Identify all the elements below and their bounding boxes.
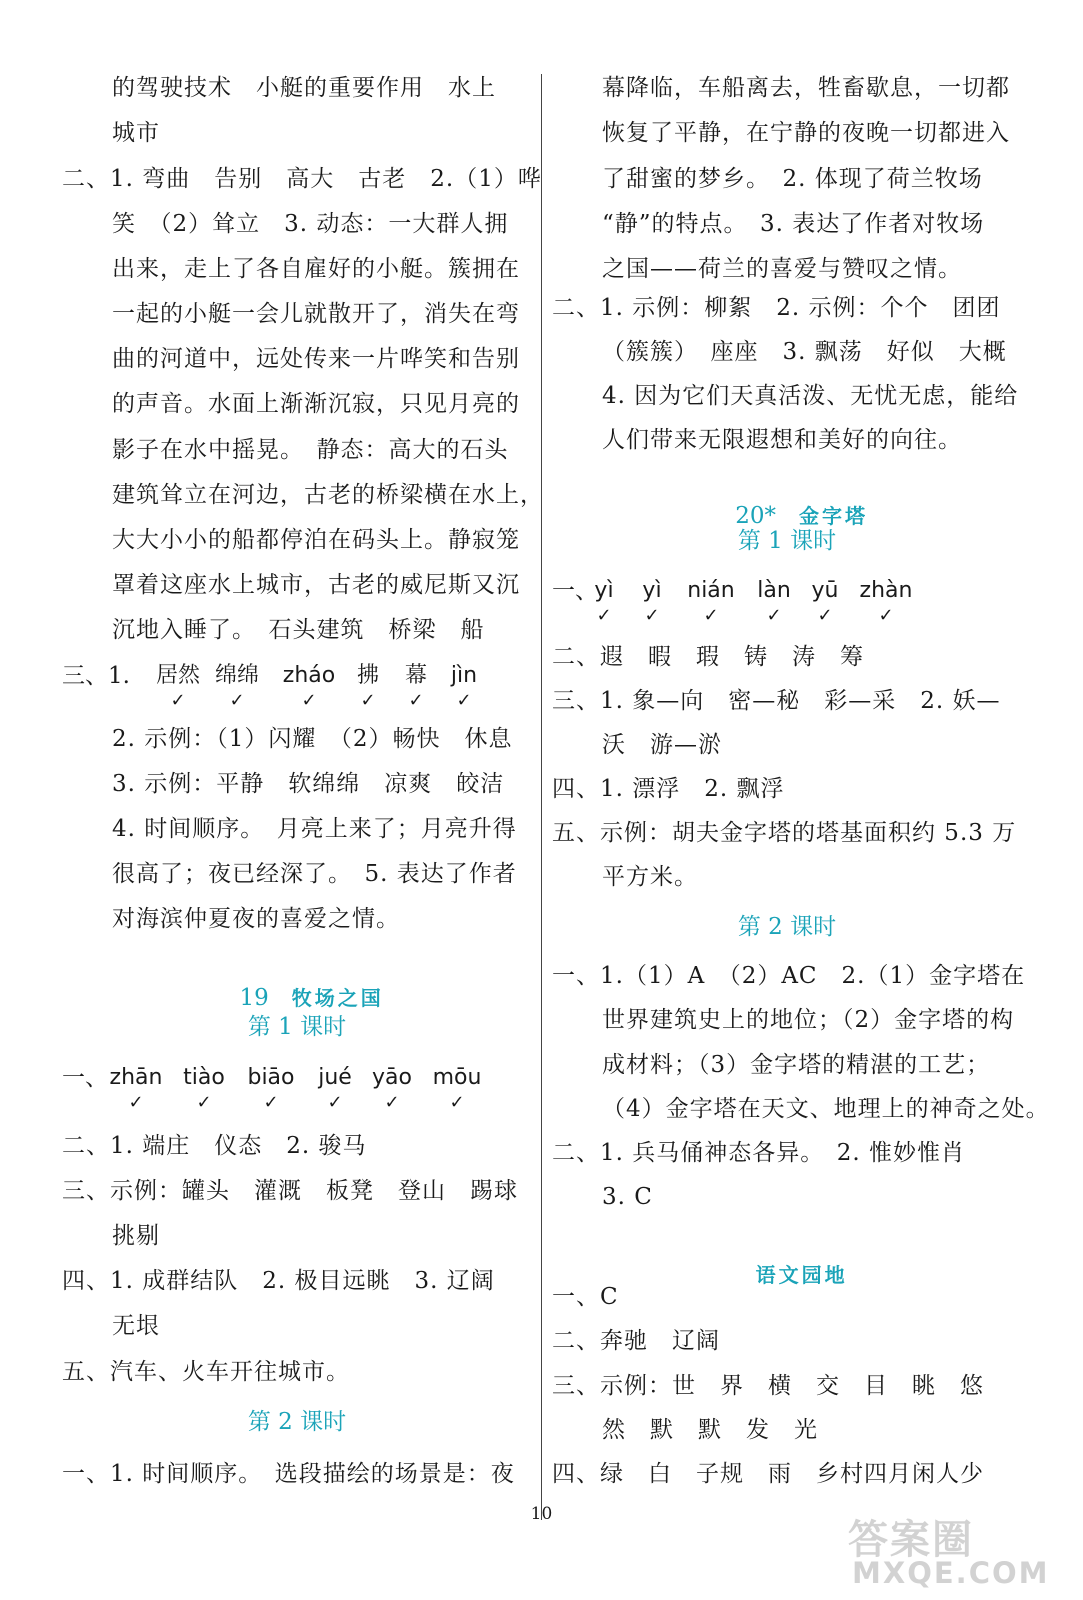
text-line: 的声音。水面上渐渐沉寂，只见月亮的 [112, 391, 520, 417]
text-line: 平方米。 [602, 864, 698, 890]
page-number: 10 [530, 1504, 553, 1524]
answer-item: zhān [109, 1065, 163, 1090]
text-line: 挑剔 [112, 1223, 160, 1249]
answer-item: 绵绵 [214, 663, 259, 688]
answer-item: tiào [183, 1065, 225, 1090]
text-line: 罩着这座水上城市，古老的威尼斯又沉 [112, 572, 520, 598]
check-mark-icon: ✓ [360, 690, 376, 711]
watermark-text: 答案圈 [848, 1517, 974, 1563]
text-line: 影子在水中摇晃。 静态：高大的石头 [112, 437, 509, 463]
answer-item: zhàn [859, 578, 913, 603]
answer-item: yū [811, 578, 839, 603]
text-line: 建筑耸立在河边，古老的桥梁横在水上， [112, 482, 544, 508]
answer-item: yì [642, 578, 662, 603]
text-line: 三、示例：罐头 灌溉 板凳 登山 踢球 [62, 1178, 518, 1204]
text-line: 4. 因为它们天真活泼、无忧无虑，能给 [602, 383, 1019, 409]
question-number: 一、 [552, 578, 598, 604]
check-mark-icon: ✓ [263, 1092, 279, 1113]
check-mark-icon: ✓ [703, 605, 719, 626]
check-mark-icon: ✓ [229, 690, 245, 711]
text-line: 四、1. 成群结队 2. 极目远眺 3. 辽阔 [62, 1268, 495, 1294]
text-line: 3. C [602, 1184, 653, 1210]
period-heading: 第 2 课时 [247, 1409, 347, 1435]
section-title: 语文园地 [755, 1263, 848, 1287]
text-line: 三、示例：世 界 横 交 目 眺 悠 [552, 1373, 984, 1399]
text-line: 了甜蜜的梦乡。 2. 体现了荷兰牧场 [602, 166, 983, 192]
question-number: 三、1. [62, 663, 130, 689]
check-mark-icon: ✓ [449, 1092, 465, 1113]
answer-item: jué [318, 1065, 352, 1090]
answer-item: 幕 [404, 663, 427, 688]
text-line: 二、1. 弯曲 告别 高大 古老 2.（1）哗 [62, 166, 542, 192]
text-line: 一、1.（1）A （2）AC 2.（1）金字塔在 [552, 963, 1026, 989]
text-line: 大大小小的船都停泊在码头上。静寂笼 [112, 527, 520, 553]
answer-item: nián [687, 578, 735, 603]
text-line: 4. 时间顺序。 月亮上来了；月亮升得 [112, 816, 517, 842]
check-mark-icon: ✓ [327, 1092, 343, 1113]
answer-item: biāo [247, 1065, 295, 1090]
text-line: “静”的特点。 3. 表达了作者对牧场 [602, 211, 985, 237]
text-line: 曲的河道中，远处传来一片哗笑和告别 [112, 346, 520, 372]
text-line: 二、1. 示例：柳絮 2. 示例：个个 团团 [552, 295, 1001, 321]
period-heading: 第 2 课时 [737, 914, 837, 940]
check-mark-icon: ✓ [384, 1092, 400, 1113]
check-mark-icon: ✓ [878, 605, 894, 626]
text-line: 幕降临，车船离去，牲畜歇息，一切都 [602, 75, 1010, 101]
text-line: 成材料；（3）金字塔的精湛的工艺； [602, 1052, 991, 1078]
pinyin-check-row [62, 1064, 532, 1114]
watermark-url: MXQE.COM [852, 1556, 1050, 1590]
lesson-number: 20* [735, 503, 777, 529]
text-line: 一、1. 时间顺序。 选段描绘的场景是：夜 [62, 1461, 515, 1487]
text-line: 四、绿 白 子规 雨 乡村四月闲人少 [552, 1461, 984, 1487]
check-mark-icon: ✓ [170, 690, 186, 711]
text-line: 四、1. 漂浮 2. 飘浮 [552, 776, 785, 802]
text-line: 无垠 [112, 1313, 160, 1339]
check-mark-icon: ✓ [128, 1092, 144, 1113]
text-line: 出来，走上了各自雇好的小艇。簇拥在 [112, 256, 520, 282]
text-line: 的驾驶技术 小艇的重要作用 水上 [112, 75, 496, 101]
answer-item: 拂 [356, 663, 379, 688]
answer-item: jìn [450, 663, 478, 688]
text-line: 对海滨仲夏夜的喜爱之情。 [112, 906, 400, 932]
text-line: 二、1. 兵马俑神态各异。 2. 惟妙惟肖 [552, 1140, 966, 1166]
text-line: 沉地入睡了。 石头建筑 桥梁 船 [112, 617, 485, 643]
text-line: 五、汽车、火车开往城市。 [62, 1359, 350, 1385]
lesson-number: 19 [239, 985, 269, 1011]
answer-item: yì [594, 578, 614, 603]
text-line: 2. 示例：（1）闪耀 （2）畅快 休息 [112, 726, 513, 752]
check-mark-icon: ✓ [644, 605, 660, 626]
text-line: 二、奔驰 辽阔 [552, 1328, 720, 1354]
text-line: 一起的小艇一会儿就散开了，消失在弯 [112, 301, 520, 327]
text-line: 一、C [552, 1284, 619, 1310]
answer-item: zháo [282, 663, 336, 688]
check-mark-icon: ✓ [301, 690, 317, 711]
period-heading: 第 1 课时 [247, 1014, 347, 1040]
text-line: 很高了；夜已经深了。 5. 表达了作者 [112, 861, 517, 887]
question-number: 一、 [62, 1065, 108, 1091]
text-line: 笑 （2）耸立 3. 动态：一大群人拥 [112, 211, 509, 237]
text-line: 沃 游—淤 [602, 732, 722, 758]
watermark-logo [848, 1508, 1068, 1588]
check-mark-icon: ✓ [766, 605, 782, 626]
text-line: 3. 示例：平静 软绵绵 凉爽 皎洁 [112, 771, 505, 797]
text-line: 人们带来无限遐想和美好的向往。 [602, 427, 962, 453]
text-line: 五、示例：胡夫金字塔的塔基面积约 5.3 万 [552, 820, 1017, 846]
period-heading: 第 1 课时 [737, 528, 837, 554]
text-line: 二、遐 暇 瑕 铸 涛 筹 [552, 644, 864, 670]
check-mark-icon: ✓ [456, 690, 472, 711]
column-divider [541, 74, 542, 1520]
text-line: 二、1. 端庄 仪态 2. 骏马 [62, 1133, 367, 1159]
text-line: 世界建筑史上的地位；（2）金字塔的构 [602, 1007, 1015, 1033]
text-line: 城市 [112, 120, 160, 146]
lesson-title: 牧场之国 [291, 986, 384, 1010]
check-mark-icon: ✓ [408, 690, 424, 711]
answer-item: làn [757, 578, 791, 603]
text-line: 恢复了平静，在宁静的夜晚一切都进入 [602, 120, 1010, 146]
check-mark-icon: ✓ [817, 605, 833, 626]
text-line: （4）金字塔在天文、地理上的神奇之处。 [602, 1096, 1050, 1122]
text-line: （簇簇） 座座 3. 飘荡 好似 大概 [602, 339, 1007, 365]
text-line: 三、1. 象—向 密—秘 彩—采 2. 妖— [552, 688, 1001, 714]
check-mark-icon: ✓ [196, 1092, 212, 1113]
answer-item: 居然 [155, 663, 200, 688]
pinyin-check-row [62, 662, 532, 712]
text-line: 然 默 默 发 光 [602, 1417, 818, 1443]
pinyin-check-row [552, 577, 1022, 627]
lesson-title: 金字塔 [799, 504, 869, 528]
answer-item: yāo [372, 1065, 412, 1090]
text-line: 之国——荷兰的喜爱与赞叹之情。 [602, 256, 962, 282]
check-mark-icon: ✓ [596, 605, 612, 626]
section-heading [552, 1233, 1022, 1317]
answer-item: mōu [432, 1065, 482, 1090]
